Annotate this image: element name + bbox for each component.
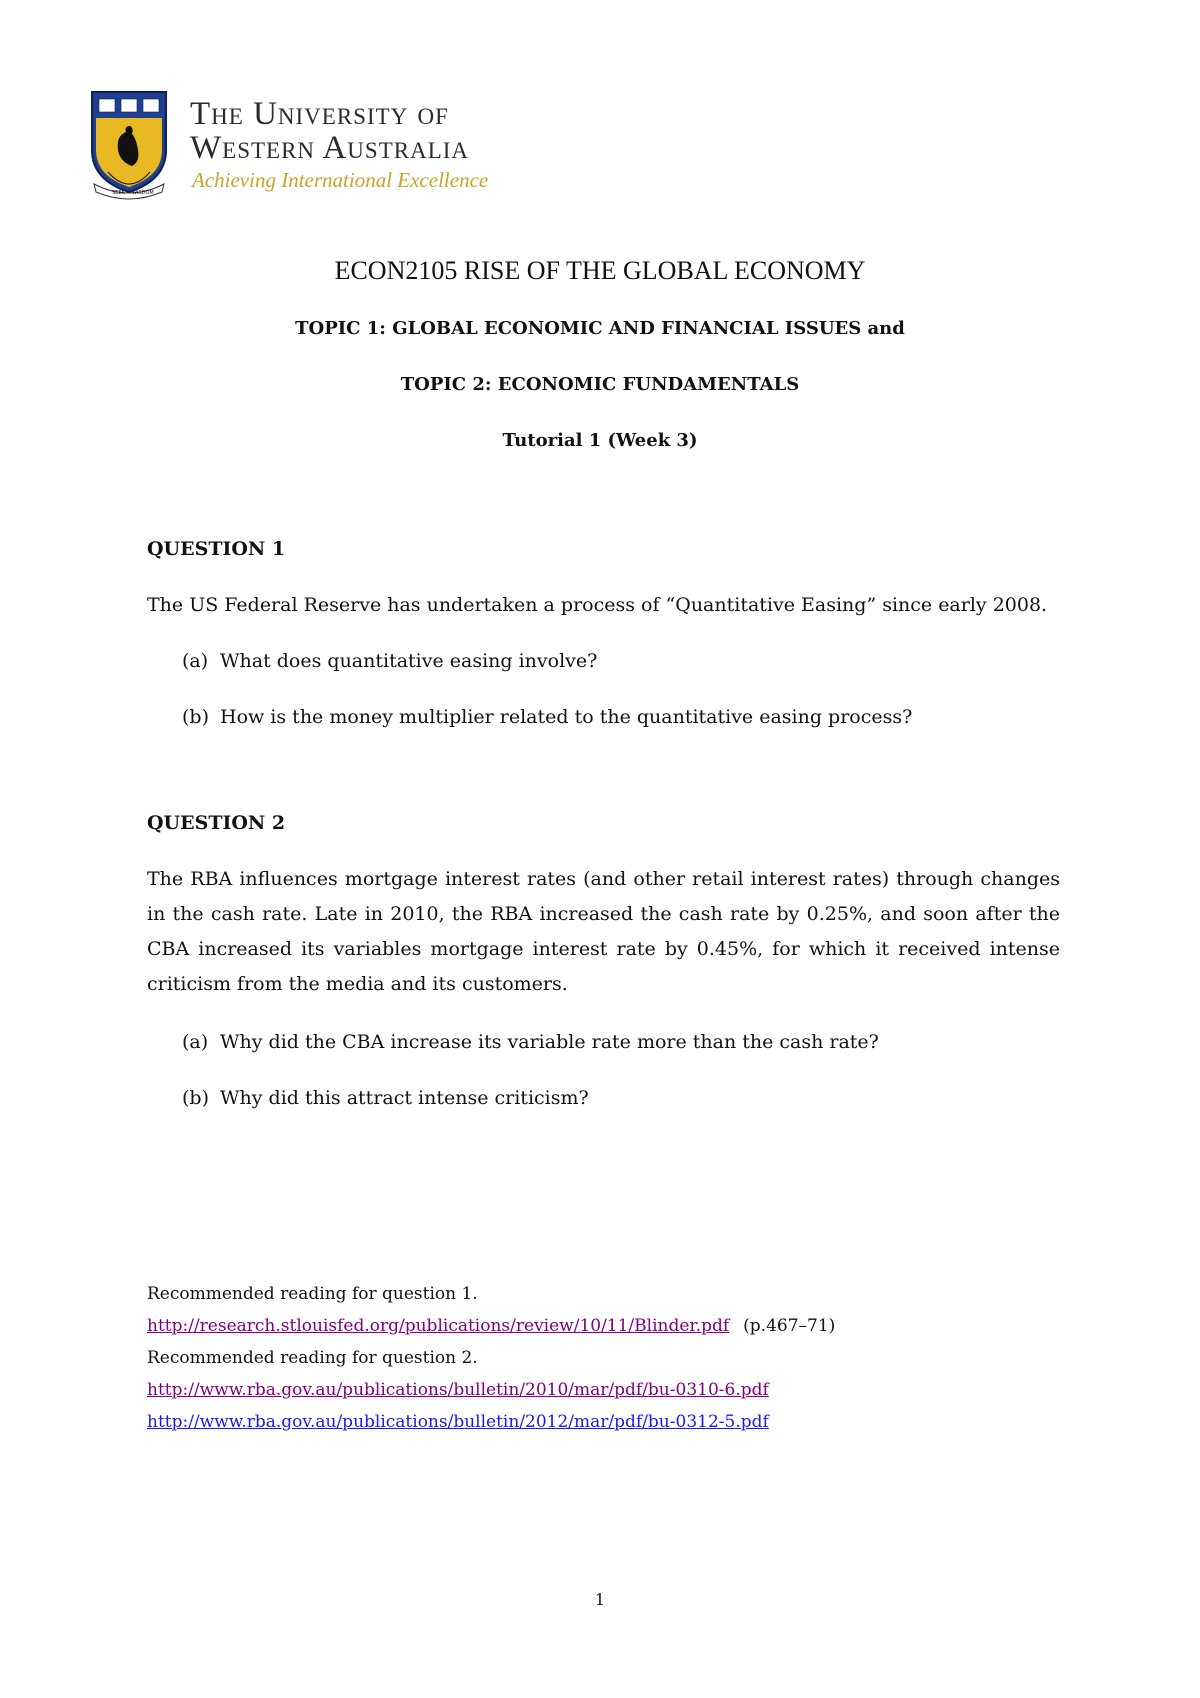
tutorial-heading: Tutorial 1 (Week 3) (502, 430, 698, 451)
item-text: Why did the CBA increase its variable rate more than the cash rate? (220, 1031, 879, 1053)
item-text: Why did this attract intense criticism? (220, 1087, 589, 1109)
question1-item-b (182, 700, 912, 735)
item-label: (b) (182, 1087, 209, 1109)
reading-q1-link[interactable]: http://research.stlouisfed.org/publications/review/10/11/Blinder.pdf (147, 1316, 730, 1336)
question1-text: The US Federal Reserve has undertaken a process of “Quantitative Easing” since early 2008. (147, 594, 1048, 616)
topic2-heading: TOPIC 2: ECONOMIC FUNDAMENTALS (400, 374, 800, 395)
crest-motto-right: WISDOM (132, 190, 154, 196)
item-text: How is the money multiplier related to the quantitative easing process? (220, 706, 913, 728)
reading-q2-link1-row (147, 1374, 769, 1406)
question2-heading: QUESTION 2 (147, 812, 286, 834)
question1-heading: QUESTION 1 (147, 538, 286, 560)
reading-q2-link1[interactable]: http://www.rba.gov.au/publications/bulletin/2010/mar/pdf/bu-0310-6.pdf (147, 1380, 769, 1400)
university-name-line1: The University of (190, 96, 449, 132)
reading-q2-label: Recommended reading for question 2. (147, 1348, 478, 1368)
crest-motto-left: SEEK (112, 190, 125, 196)
item-label: (b) (182, 706, 209, 728)
item-label: (a) (182, 650, 209, 672)
question2-item-a (182, 1025, 879, 1060)
course-title: ECON2105 RISE OF THE GLOBAL ECONOMY (334, 256, 866, 285)
university-tagline: Achieving International Excellence (192, 168, 489, 192)
topic1-heading: TOPIC 1: GLOBAL ECONOMIC AND FINANCIAL ISSUES and (295, 318, 905, 339)
question1-item-a (182, 644, 597, 679)
university-name-line2: Western Australia (190, 130, 470, 166)
reading-q2-link2-row (147, 1406, 769, 1438)
reading-q1-link-row (147, 1310, 835, 1342)
reading-q2-link2[interactable]: http://www.rba.gov.au/publications/bulletin/2012/mar/pdf/bu-0312-5.pdf (147, 1412, 769, 1432)
item-text: What does quantitative easing involve? (220, 650, 598, 672)
university-crest-logo (88, 88, 170, 200)
page-number: 1 (594, 1590, 606, 1609)
reading-q1-label: Recommended reading for question 1. (147, 1284, 478, 1304)
item-label: (a) (182, 1031, 209, 1053)
reading-q1-pages: (p.467–71) (743, 1316, 836, 1336)
question2-item-b (182, 1081, 589, 1116)
question2-text: The RBA influences mortgage interest rates (and other retail interest rates) through changes in the cash rate. Late in 2010, the RBA increased the cash rate by 0.25%, and soon after the CBA increased its variables mortgage interest rate by 0.45%, for which it received intense criticism from the media and its customers. (147, 868, 1060, 995)
